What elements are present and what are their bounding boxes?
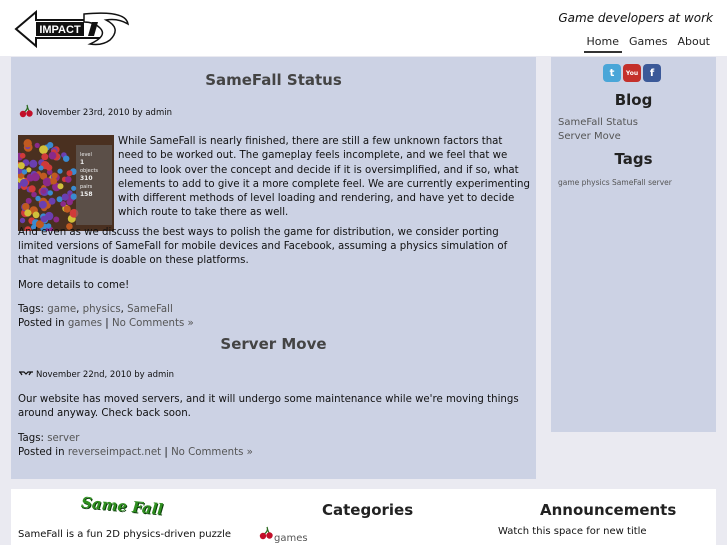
post-tags: Tags: game, physics, SameFall (18, 303, 173, 315)
category-link[interactable]: games (274, 533, 308, 544)
tag-cloud-link[interactable]: game (558, 178, 580, 187)
post-footer: Posted in games | No Comments » (18, 318, 194, 330)
tags-heading: Tags (614, 150, 653, 168)
social-links (603, 64, 661, 82)
samefall-logo[interactable]: Same Fall (80, 493, 164, 519)
post-paragraph: More details to come! (18, 279, 130, 291)
post-body (18, 393, 530, 460)
post-meta (18, 368, 174, 381)
twitter-icon[interactable]: t (603, 64, 621, 82)
post-footer: Posted in reverseimpact.net | No Comments » (18, 446, 253, 458)
main-nav (580, 35, 714, 53)
announcement-text: Watch this space for new title (498, 526, 647, 537)
tag-link[interactable]: physics (82, 303, 121, 315)
tag-cloud (558, 178, 672, 187)
nav-about[interactable]: About (677, 35, 710, 48)
blog-heading: Blog (614, 91, 653, 109)
post-date: November 23rd, 2010 by admin (36, 107, 172, 118)
post-title[interactable]: Server Move (220, 335, 327, 353)
glasses-icon (18, 368, 34, 381)
tag-cloud-link[interactable]: SameFall (612, 178, 646, 187)
cherries-icon (258, 525, 274, 544)
post-paragraph: While SameFall is nearly finished, there are still a few unknown factors that need to be worked out. The gameplay feels incomplete, and we feel that we need to look over the concept and decide if it is oversimplified, and if so, what elements to add to give it a more complete feel. We are currently experimenting with different methods of level loading and rendering, and have yet to decide which route to take there as well. (118, 136, 530, 219)
comments-link[interactable]: No Comments » (171, 446, 253, 458)
post-body (18, 135, 530, 332)
samefall-description: SameFall is a fun 2D physics-driven puzzle (18, 529, 232, 540)
facebook-icon[interactable]: f (643, 64, 661, 82)
post-date: November 22nd, 2010 by admin (36, 369, 175, 380)
category-item (258, 525, 308, 544)
tag-link[interactable]: SameFall (127, 303, 173, 315)
post-title[interactable]: SameFall Status (205, 71, 342, 89)
tag-link[interactable]: game (47, 303, 77, 315)
post-paragraph: And even as we discuss the best ways to polish the game for distribution, we consider porting limited versions of SameFall for mobile devices and Facebook, assuming a physics simulation of that magnitude is doable on these platforms. (18, 226, 508, 267)
tag-cloud-link[interactable]: physics (581, 178, 610, 187)
tag-link[interactable]: server (47, 432, 80, 444)
comments-link[interactable]: No Comments » (111, 318, 194, 330)
blog-link[interactable]: SameFall Status (558, 117, 638, 128)
announcements-heading: Announcements (540, 501, 677, 519)
game-stats: level 1 objects 310 pairs 158 (80, 152, 99, 198)
tag-cloud-link[interactable]: server (648, 178, 672, 187)
site-footer (11, 489, 716, 545)
blog-link[interactable]: Server Move (558, 131, 621, 142)
main-content (11, 57, 536, 479)
nav-games[interactable]: Games (628, 35, 668, 48)
nav-home[interactable]: Home (584, 35, 622, 53)
sidebar (551, 57, 716, 432)
post-meta (18, 103, 172, 122)
post-paragraph: Our website has moved servers, and it will undergo some maintenance while we're moving things around anyway. Check back soon. (18, 394, 519, 420)
impact-logo[interactable] (14, 8, 130, 48)
youtube-icon[interactable]: You (623, 64, 641, 82)
post-tags: Tags: server (18, 432, 80, 444)
category-link[interactable]: games (67, 318, 103, 330)
logo-text: IMPACT (39, 24, 81, 36)
site-header (0, 0, 727, 56)
categories-heading: Categories (322, 501, 414, 519)
category-link[interactable]: reverseimpact.net (67, 446, 162, 458)
site-tagline: Game developers at work (558, 11, 713, 25)
cherries-icon (18, 103, 34, 122)
